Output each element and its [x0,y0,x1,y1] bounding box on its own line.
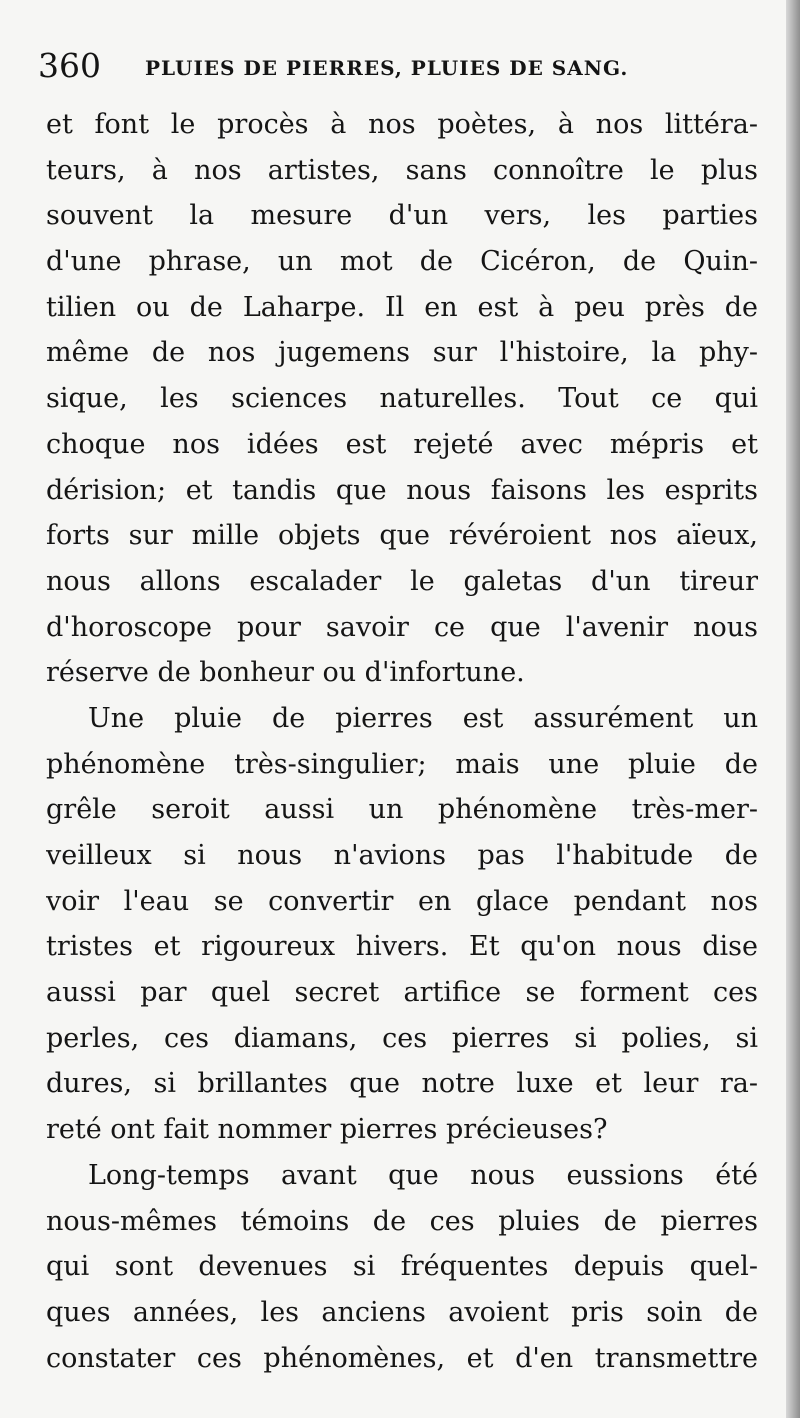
page-edge-shadow [786,0,800,1418]
page-number: 360 [38,46,101,85]
text-line: perles, ces diamans, ces pierres si polies, si [46,1022,758,1054]
text-line: même de nos jugemens sur l'histoire, la phy- [46,337,758,369]
text-line: qui sont devenues si fréquentes depuis quel- [46,1251,758,1283]
text-line: teurs, à nos artistes, sans connoître le plus [46,154,758,186]
text-line: nous-mêmes témoins de ces pluies de pierres [46,1205,758,1237]
page-header [38,44,758,88]
text-line: sique, les sciences naturelles. Tout ce qui [46,383,758,415]
text-line: grêle seroit aussi un phénomène très-mer- [46,794,758,826]
text-line: tilien ou de Laharpe. Il en est à peu près de [46,291,758,323]
body-text [46,102,758,1381]
paragraph-last-line: reté ont fait nommer pierres précieuses? [46,1114,608,1146]
text-line: forts sur mille objets que révéroient nos aïeux, [46,520,758,552]
text-line: veilleux si nous n'avions pas l'habitude de [46,840,758,871]
text-line: constater ces phénomènes, et d'en transmettre [46,1342,758,1374]
running-title: PLUIES DE PIERRES, PLUIES DE SANG. [145,56,629,80]
text-line: tristes et rigoureux hivers. Et qu'on nous dise [46,931,758,963]
paragraph-first-line: Une pluie de pierres est assurément un [88,702,758,734]
paragraph-last-line: réserve de bonheur ou d'infortune. [46,657,525,689]
text-line: dures, si brillantes que notre luxe et leur ra- [46,1068,758,1100]
text-line: choque nos idées est rejeté avec mépris et [46,428,758,460]
text-line: d'horoscope pour savoir ce que l'avenir nous [46,611,758,643]
text-line: dérision; et tandis que nous faisons les esprits [46,474,758,506]
text-line: d'une phrase, un mot de Cicéron, de Quin- [46,246,758,278]
text-line: souvent la mesure d'un vers, les parties [46,200,758,232]
paragraph-first-line: Long-temps avant que nous eussions été [88,1159,758,1191]
text-line: phénomène très-singulier; mais une pluie de [46,748,758,780]
text-line: aussi par quel secret artifice se forment ces [46,977,758,1009]
text-line: ques années, les anciens avoient pris soin de [46,1296,758,1328]
text-line: nous allons escalader le galetas d'un tireur [46,565,758,597]
text-line: voir l'eau se convertir en glace pendant nos [46,885,758,917]
text-line: et font le procès à nos poètes, à nos littéra- [46,109,758,140]
